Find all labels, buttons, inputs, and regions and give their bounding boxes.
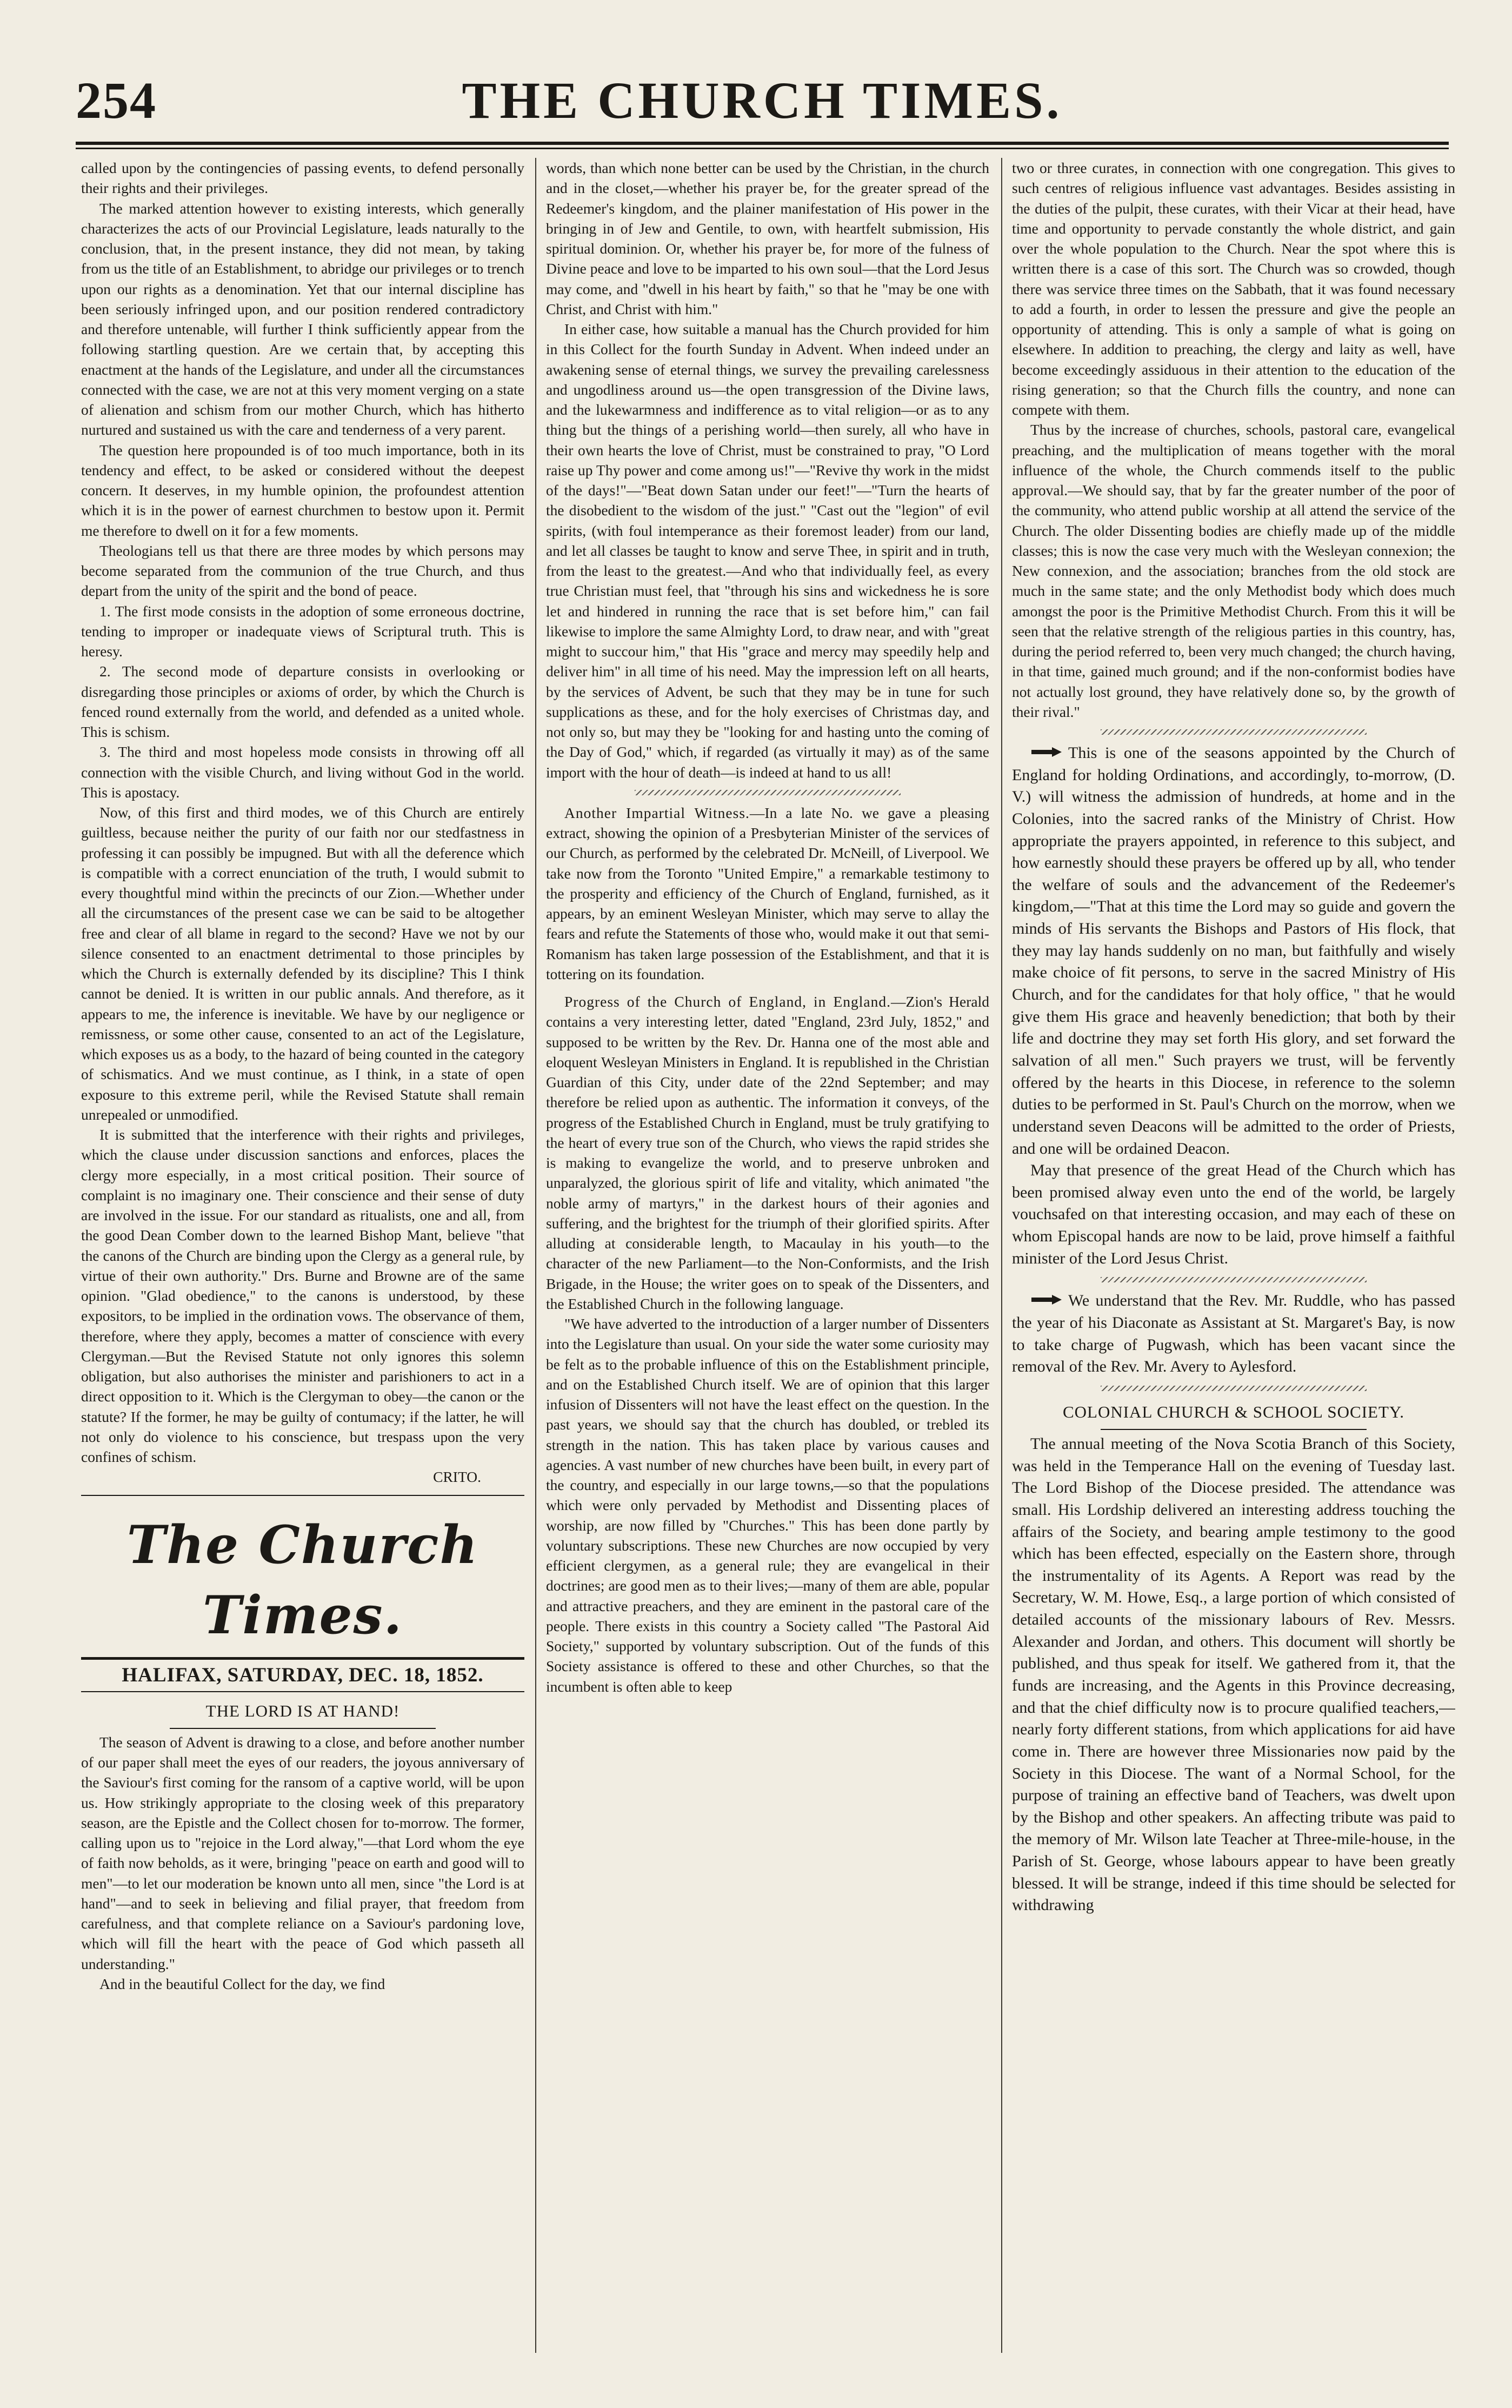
paragraph (1012, 1290, 1455, 1378)
paragraph: Now, of this first and third modes, we of this Church are entirely guiltless, because neither the purity of our faith nor our stedfastness in professing it can possibly be impugned. But with all the deference which is compatible with a correct enunciation of the truth, I would submit to every thoughtful mind within the precincts of our Zion.—Whether under all the circumstances of the present case we can be said to be altogether free and clear of all blame in regard to the second? Have we not by our silence consented to an enactment detrimental to those principles by which the Church is externally defended by its discipline? This I think cannot be denied. It is written in our public annals. And therefore, as it appears to me, the inference is inevitable. We have by our negligence or remissness, or some other cause, consented to an act of the Legislature, which exposes us as a body, to the hazard of being counted in the category of schismatics. And we must continue, as I think, in a state of open exposure to this extreme peril, while the Revised Statute shall remain unrepealed or unmodified. (81, 804, 524, 1123)
divider (170, 1728, 436, 1729)
paragraph: The season of Advent is drawing to a close, and before another number of our paper shall meet the eyes of our readers, the joyous anniversary of the Saviour's first coming for the ransom of a captive world, will be upon us. How strikingly appropriate to the closing week of this preparatory season, are the Epistle and the Collect chosen for to-morrow. The former, calling upon us to "rejoice in the Lord alway,"—that Lord whom the eye of faith now beholds, as it were, bringing "peace on earth and good will to men"—to let our moderation be known unto all men, since "the Lord is at hand"—and to seek in believing and filial prayer, that freedom from carefulness, and that complete reliance on a Saviour's pardoning love, which will fill the heart with the peace of God which passeth all understanding." (81, 1733, 524, 1972)
column-2 (546, 158, 989, 2353)
paragraph: In either case, how suitable a manual has the Church provided for him in this Collect for the fourth Sunday in Advent. When indeed under an awakening sense of eternal things, we survey the prevailing carelessness and ungodliness around us—the open transgression of the Divine laws, and the lukewarmness and indifference as to vital religion—or as to any thing but the things of a perishing world—then surely, all who have in their own hearts the love of Christ, must be constrained to pray, "O Lord raise up Thy power and come among us!"—"Revive thy work in the midst of the days!"—"Beat down Satan under our feet!"—"Turn the hearts of the disobedient to the wisdom of the just." "Cast out the "legion" of evil spirits, (with foul intemperance as their foremost leader) from our land, and let all classes be taught to know and serve Thee, in spirit and in truth, from the least to the greatest.—And who that individually feel, as every true Christian must feel, that "through his sins and wickedness he is sore let and hindered in running the race that is set before him," can fail likewise to implore the same Almighty Lord, to draw near, and with "great might to succour him," that His "grace and mercy may speedily help and deliver him" in all time of his need. May the impression left on all hearts, by the services of Advent, be such that they may be in tune for such supplications as these, and for the holy exercises of Christmas day, and not only so, but may they be "looking for and hasting unto the coming of the Day of God," which, if regarded (as virtually it may) as of the same import with the hour of death—is indeed at hand to us all! (546, 321, 989, 781)
masthead-rule (76, 142, 1449, 149)
article-heading: THE LORD IS AT HAND! (205, 1701, 400, 1720)
paragraph-text: We understand that the Rev. Mr. Ruddle, who has passed the year of his Diaconate as Assistant at St. Margaret's Bay, is now to take charge of Pugwash, which has been vacant since the removal of the Rev. Mr. Avery to Aylesford. (1012, 1292, 1455, 1376)
paragraph: It is submitted that the interference with their rights and privileges, which the clause under discussion sanctions and enforces, places the clergy more especially, in a most critical position. Their source of complaint is no imaginary one. Their conscience and their sense of duty are involved in the issue. For our standard as ritualists, one and all, from the good Dean Comber down to the learned Bishop Mant, believe "that the canons of the Church are binding upon the Clergy as a general rule, by virtue of their own authority." Drs. Burne and Browne are of the same opinion. "Glad obedience," to the canons is understood, by these expositors, to be implied in the ordination vows. The observance of them, therefore, where they apply, becomes a matter of conscience with every Clergyman.—But the Revised Statute not only ignores this solemn obligation, but also authorises the minister and parishioners to act in a direct opposition to it. Which is the Clergyman to obey—the canon or the statute? If the former, he may be guilty of contumacy; if the latter, he will not only do violence to his conscience, but trespass upon the very confines of schism. (81, 1126, 524, 1465)
paragraph: 2. The second mode of departure consists in overlooking or disregarding those principles or axioms of order, by which the Church is fenced round externally from the world, and defended as a united whole. This is schism. (81, 663, 524, 740)
divider (1101, 1429, 1367, 1430)
divider (635, 790, 901, 795)
paragraph: Theologians tell us that there are three modes by which persons may become separated from the communion of the true Church, and thus depart from the unity of the spirit and the bond of peace. (81, 542, 524, 600)
pointing-hand-icon (1030, 745, 1063, 759)
paragraph: And in the beautiful Collect for the day, we find (99, 1975, 385, 1992)
paragraph (546, 803, 989, 984)
paragraph-text: —Zion's Herald contains a very interesting letter, dated "England, 23rd July, 1852," and supposed to be written by the Rev. Dr. Hanna one of the most able and eloquent Wesleyan Ministers in England. It is republished in the Christian Guardian of this City, under date of the 22nd September; and may therefore be relied upon as authentic. The information it conveys, of the progress of the Established Church in England, must be truly gratifying to the heart of every true son of the Church, who views the rapid strides she is making to evangelize the world, and to preserve unbroken and unparalyzed, the glorious spirit of life and vitality, which animated "the noble army of martyrs," in the darkest hours of their agonies and suffering, and the brightest for the triumph of their glorified spirits. After alluding at considerable length, to Macaulay in his youth—to the character of the new Parliament—to the Non-Conformists, and the Irish Brigade, in the House; the writer goes on to speak of the Dissenters, and the Established Church in the following language. (546, 993, 989, 1312)
signature: CRITO. (433, 1468, 481, 1486)
divider (1101, 1386, 1367, 1391)
paragraph-text: —In a late No. we gave a pleasing extract, showing the opinion of a Presbyterian Minister of the services of our Church, as performed by the celebrated Dr. McNeill, of Liverpool. We take now from the Toronto "United Empire," a remarkable testimony to the prosperity and efficiency of the Church of England, furnished, as it appears, by an eminent Wesleyan Minister, which may serve to allay the fears and refute the Statements of those who, would make it out that semi-Romanism has taken large possession of the Establishment, and that it is tottering on its foundation. (546, 804, 989, 982)
column-1 (81, 158, 524, 2353)
pointing-hand-icon (1030, 1293, 1063, 1307)
article-lead: Progress of the Church of England, in England. (564, 993, 891, 1010)
article-lead: Another Impartial Witness. (564, 804, 750, 821)
paragraph: two or three curates, in connection with one congregation. This gives to such centres of religious influence vast advantages. Besides assisting in the duties of the pulpit, these curates, with their Vicar at their head, have time and opportunity to pervade constantly the whole district, and gain over the whole population to the Church. Near the spot where this is written there is a case of this sort. The Church was so crowded, though there was service three times on the Sabbath, that it was found necessary to add a fourth, in order to lessen the pressure and give the people an opportunity of attending. This is only a sample of what is going on elsewhere. In addition to preaching, the clergy and laity as well, have become exceedingly assiduous in their attention to the education of the rising generation; so that the Church fills the country, and none can compete with them. (1012, 159, 1455, 418)
paragraph: 3. The third and most hopeless mode consists in throwing off all connection with the visible Church, and living without God in the world. This is apostacy. (81, 743, 524, 801)
divider (81, 1657, 524, 1660)
paragraph: words, than which none better can be used by the Christian, in the church and in the closet,—whether his prayer be, for the greater spread of the Redeemer's kingdom, and the plainer manifestation of His power in the bringing in of Jew and Gentile, to own, with heartfelt submission, His spiritual dominion. Or, whether his prayer be, for more of the fulness of Divine peace and love to be imparted to his own soul—that the Lord Jesus may come, and "dwell in his heart by faith," so that he "may be one with Christ, and Christ with him." (546, 159, 989, 317)
paragraph: "We have adverted to the introduction of a larger number of Dissenters into the Legislature than usual. On your side the water some curiosity may be felt as to the probable influence of this on the Establishment principle, and on the Established Church itself. We are of opinion that this larger infusion of Dissenters will not have the least effect on the question. In the past years, we should say that the church has doubled, or trebled its strength in the nation. This has taken place by various causes and agencies. A vast number of new churches have been built, in every part of the country, and especially in our large towns,—so that the populations which were only pervaded by Methodist and Dissenting places of worship, are now filled by "Churches." This has been done partly by voluntary subscriptions. These new Churches are now occupied by very efficient clergymen, as a general rule; they are evangelical in their doctrines; are good men as to their lives;—many of them are able, popular and attractive preachers, and they are eminent in the pastoral care of the people. There exists in this country a Society called "The Pastoral Aid Society," supported by voluntary subscription. Out of the funds of this Society assistance is offered to these and other Churches, so that the incumbent is often able to keep (546, 1315, 989, 1695)
page-number: 254 (76, 71, 157, 129)
paragraph: The annual meeting of the Nova Scotia Branch of this Society, was held in the Temperance Hall on the evening of Tuesday last. The Lord Bishop of the Diocese presided. The attendance was small. His Lordship delivered an interesting address touching the affairs of the Society, and bearing ample testimony to the good which has been effected, especially on the Eastern shore, through the instrumentality of its Agents. A Report was read by the Secretary, W. M. Howe, Esq., a large portion of which consisted of detailed accounts of the missionary labours of Rev. Messrs. Alexander and Jordan, and others. This document will shortly be published, and thus speak for itself. We gathered from it, that the funds are increasing, and the Agents in this Province decreasing, and that the chief difficulty now is to procure qualified teachers,—nearly forty different stations, from which applications for aid have come in. There are however three Missionaries now paid by the Society in this Diocese. The want of a Normal School, for the purpose of training an effective band of Teachers, was dwelt upon by the Bishop and other speakers. An affecting tribute was paid to the memory of Mr. Wilson late Teacher at Three-mile-house, in the Parish of St. George, whose labours appear to have been greatly blessed. It will be strange, indeed if this time should be selected for withdrawing (1012, 1434, 1455, 1914)
masthead (76, 65, 1449, 146)
dateline: HALIFAX, SATURDAY, DEC. 18, 1852. (122, 1664, 484, 1686)
running-title: THE CHURCH TIMES. (462, 71, 1063, 129)
paragraph: 1. The first mode consists in the adoption of some erroneous doctrine, tending to improper or inadequate views of Scriptural truth. This is heresy. (81, 602, 524, 660)
divider (81, 1691, 524, 1692)
paragraph: Thus by the increase of churches, schools, pastoral care, evangelical preaching, and the multiplication of means together with the moral influence of the whole, the Church commends itself to the public approval.—We should say, that by far the greater number of the poor of the community, who attend public worship at all attend the service of the Church. The older Dissenting bodies are chiefly made up of the middle classes; this is now the case very much with the Wesleyan connexion; the New connexion, and the association; branches from the old stock are much in the same state; and the only Methodist body which does much amongst the poor is the Primitive Methodist Church. From this it will be seen that the relative strength of the religious parties in this country, has, during the period referred to, been very much changed; the church having, in that time, gained much ground; and if the non-conformist bodies have not actually lost ground, they have relatively done so, by the growth of their rival." (1012, 421, 1455, 720)
paragraph: called upon by the contingencies of passing events, to defend personally their rights and their privileges. (81, 159, 524, 197)
column-rule (1001, 158, 1002, 2353)
column-rule (535, 158, 536, 2353)
divider (1101, 1277, 1367, 1282)
section-heading: COLONIAL CHURCH & SCHOOL SOCIETY. (1062, 1402, 1405, 1421)
paper-title: The Church Times. (126, 1514, 479, 1646)
divider (81, 1495, 524, 1496)
paragraph (1012, 742, 1455, 1160)
paragraph-text: This is one of the seasons appointed by the Church of England for holding Ordinations, and accordingly, to-morrow, (D. V.) will witness the admission of hundreds, at home and in the Colonies, into the sacred ranks of the Ministry of Christ. How appropriate the prayers appointed, in reference to this subject, and how earnestly should these prayers be offered up by all, who tender the welfare of souls and the advancement of the Redeemer's kingdom,—"That at this time the Lord may so guide and govern the minds of His servants the Bishops and Pastors of His flock, that they may lay hands suddenly on no man, but faithfully and wisely make choice of fit persons, to serve in the sacred Ministry of His Church, and for the candidates for that holy office, " that he would give them His grace and heavenly benediction; that both by their life and doctrine they may set forth His glory, and set forward the salvation of all men." Such prayers we trust, will be fervently offered by the hearts in this Diocese, in reference to the solemn duties to be performed in St. Paul's Church on the morrow, when we understand seven Deacons will be admitted to the order of Priests, and one will be ordained Deacon. (1012, 744, 1455, 1158)
paragraph: May that presence of the great Head of the Church which has been promised alway even unto the end of the world, be largely vouchsafed on that interesting occasion, and may each of these on whom Episcopal hands are now to be laid, prove himself a faithful minister of the Lord Jesus Christ. (1012, 1161, 1455, 1267)
column-3 (1012, 158, 1455, 2353)
paragraph: The question here propounded is of too much importance, both in its tendency and effect, to be asked or considered without the deepest concern. It deserves, in my humble opinion, the profoundest attention which it is in the power of earnest churchmen to bestow upon it. Permit me therefore to dwell on it for a few moments. (81, 441, 524, 539)
paragraph (546, 992, 989, 1314)
paragraph: The marked attention however to existing interests, which generally characterizes the acts of our Provincial Legislature, leads naturally to the conclusion, that, in the present instance, they did not mean, by taking from us the title of an Establishment, to abridge our privileges or to trench upon our rights as a denomination. Yet that our internal discipline has been seriously infringed upon, and our position rendered contradictory and therefore untenable, will further I think sufficiently appear from the following startling question. Are we certain that, by accepting this enactment at the hands of the Legislature, and under all the circumstances connected with the case, we are not at this very moment verging on a state of alienation and schism from our mother Church, which has hitherto nurtured and sustained us with the care and tenderness of a very parent. (81, 199, 524, 438)
divider (1101, 729, 1367, 735)
